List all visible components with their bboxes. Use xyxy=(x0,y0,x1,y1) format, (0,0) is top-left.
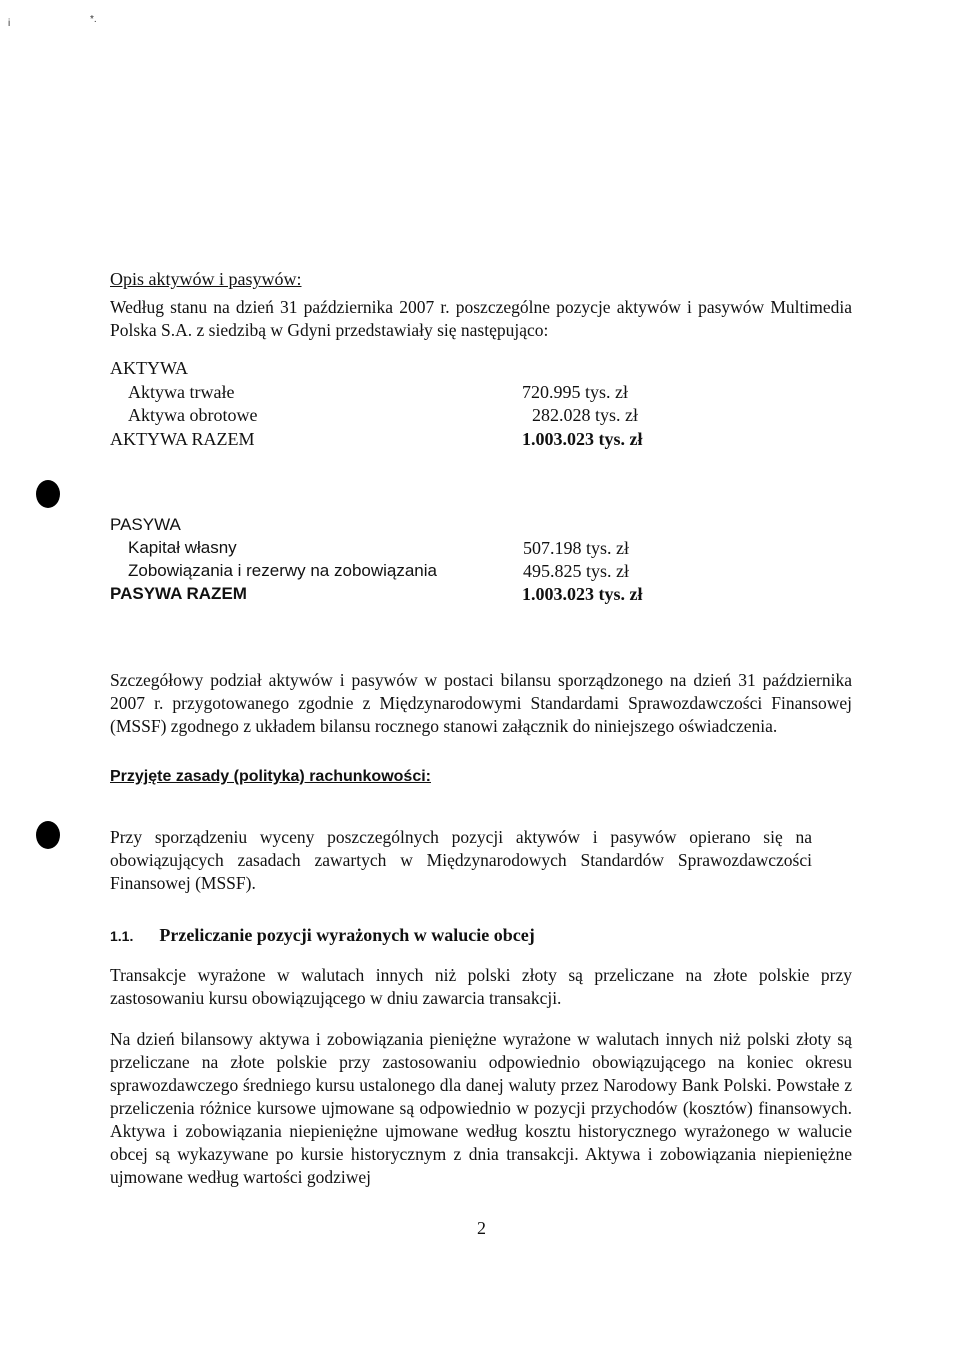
balance-detail-paragraph: Szczegółowy podział aktywów i pasywów w postaci bilansu sporządzonego na dzień 31 października 2007 r. przygotowanego zgodnie z Międzynarodowymi Standardami Sprawozdawczości Finansowej (MSSF) zgodnego z układem bilansu rocznego stanowi załącznik do niniejszego oświadczenia. xyxy=(110,670,852,736)
scan-mark-left: i xyxy=(8,18,11,29)
aktywa-row-value: 282.028 tys. zł xyxy=(532,405,638,425)
punch-hole-bottom xyxy=(36,821,60,849)
policy-intro-paragraph: Przy sporządzeniu wyceny poszczególnych pozycji aktywów i pasywów opierano się na obowiązujących zasadach zawartych w Międzynarodowych Standardów Sprawozdawczości Finansowej (MSSF). xyxy=(110,827,812,893)
policy-heading: Przyjęte zasady (polityka) rachunkowości: xyxy=(110,768,431,785)
assets-heading: Opis aktywów i pasywów: xyxy=(110,269,302,289)
aktywa-row-value: 720.995 tys. zł xyxy=(522,382,628,402)
aktywa-title: AKTYWA xyxy=(110,358,188,378)
pasywa-title: PASYWA xyxy=(110,515,181,534)
section-heading xyxy=(110,925,535,946)
pasywa-row-value: 495.825 tys. zł xyxy=(523,561,629,581)
page-number: 2 xyxy=(477,1218,486,1238)
pasywa-row-label: Zobowiązania i rezerwy na zobowiązania xyxy=(128,561,437,580)
aktywa-total-value: 1.003.023 tys. zł xyxy=(522,429,643,449)
aktywa-total-label: AKTYWA RAZEM xyxy=(110,429,255,449)
aktywa-row-label: Aktywa trwałe xyxy=(128,382,235,402)
section-number: 1.1. xyxy=(110,928,134,944)
pasywa-total-label: PASYWA RAZEM xyxy=(110,584,247,603)
scan-mark-right: *. xyxy=(90,14,97,25)
punch-hole-top xyxy=(36,480,60,508)
section-title: Przeliczanie pozycji wyrażonych w walucie obcej xyxy=(159,925,535,945)
pasywa-total-value: 1.003.023 tys. zł xyxy=(522,584,643,604)
pasywa-row-value: 507.198 tys. zł xyxy=(523,538,629,558)
pasywa-row-label: Kapitał własny xyxy=(128,538,237,557)
currency-paragraph-1: Transakcje wyrażone w walutach innych niż polski złoty są przeliczane na złote polskie przy zastosowaniu kursu obowiązującego w dniu zawarcia transakcji. xyxy=(110,965,852,1008)
intro-paragraph: Według stanu na dzień 31 października 2007 r. poszczególne pozycje aktywów i pasywów Multimedia Polska S.A. z siedzibą w Gdyni przedstawiały się następująco: xyxy=(110,297,852,340)
aktywa-row-label: Aktywa obrotowe xyxy=(128,405,258,425)
currency-paragraph-2: Na dzień bilansowy aktywa i zobowiązania pieniężne wyrażone w walutach innych niż polski złoty są przeliczane na złote polskie przy zastosowaniu odpowiednio obowiązującego na koniec okresu sprawozdawczego średniego kursu ustalonego dla danej waluty przez Narodowy Bank Polski. Powstałe z przeliczenia różnice kursowe ujmowane są odpowiednio w pozycji przychodów (kosztów) finansowych. Aktywa i zobowiązania niepieniężne ujmowane według kosztu historycznego wyrażonego w walucie obcej są wykazywane po kursie historycznym z dnia transakcji. Aktywa i zobowiązania niepieniężne ujmowane według wartości godziwej xyxy=(110,1029,852,1187)
